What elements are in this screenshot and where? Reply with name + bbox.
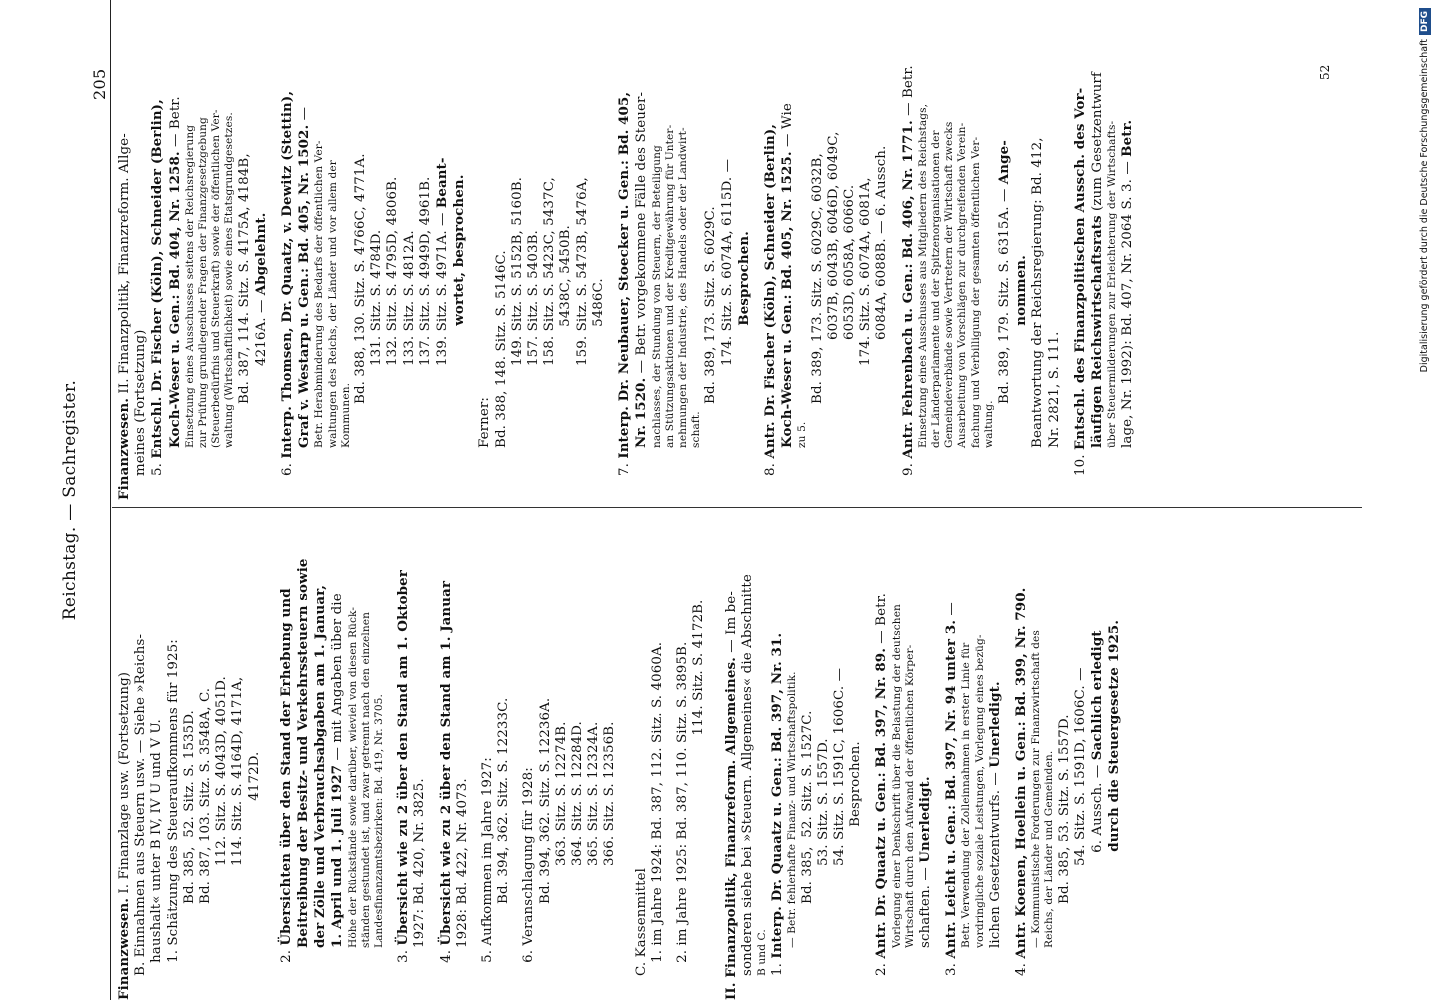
text-line: [873, 520, 890, 1000]
bold-text-run: Interp. Thomsen, Dr. Quaatz, v. Dewitz (Stettin),: [279, 90, 296, 459]
text-run: Bd. 385, 52. Sitz. S. 1527C.: [799, 710, 815, 904]
text-line: [956, 0, 969, 500]
text-line: [826, 0, 842, 500]
text-run: Betr. Herabminderung des Bedarfs der öffentlichen Ver-: [313, 140, 326, 448]
text-line: [943, 0, 956, 500]
text-line: [810, 0, 826, 500]
bold-text-run: Entschl. des Finanzpolitischen Aussch. des Vor-: [1071, 87, 1088, 451]
text-run: 9.: [900, 458, 916, 476]
text-line: [666, 520, 675, 1000]
text-run: 10.: [1072, 450, 1088, 476]
text-run: 1.: [770, 958, 786, 976]
text-line: [1073, 520, 1089, 1000]
text-line: [1106, 0, 1119, 500]
text-line: [1043, 520, 1056, 1000]
text-run: 54. Sitz. S. 1591C, 1606C. —: [831, 667, 847, 866]
text-line: [313, 0, 326, 500]
text-line: [247, 520, 263, 1000]
text-line: [974, 520, 987, 1000]
bold-text-run: der Zölle und Verbrauchsabgaben am 1. Januar,: [312, 584, 329, 948]
text-line: [347, 520, 360, 1000]
bold-text-run: Graf v. Westarp u. Gen.: Bd. 405, Nr. 1502.: [296, 124, 313, 448]
text-line: [1004, 520, 1013, 1000]
text-run: I. Finanzlage usw. (Fortsetzung): [117, 671, 132, 898]
text-line: [800, 520, 816, 1000]
text-run: zu 5.: [796, 421, 809, 448]
text-run: 6.: [280, 458, 296, 476]
text-run: 6037B, 6043B, 6046D, 6049C,: [825, 131, 841, 340]
text-run: Bd. 394, 362. Sitz. S. 12233C.: [496, 697, 512, 904]
bold-text-run: Antr. Leicht u. Gen.: Bd. 397, Nr. 94 unter 3.: [943, 619, 960, 959]
text-line: [512, 520, 521, 1000]
text-line: [602, 520, 618, 1000]
left-column: [116, 520, 1123, 1000]
text-line: [471, 520, 480, 1000]
text-line: [664, 0, 677, 500]
text-line: [510, 0, 526, 500]
text-line: [1013, 0, 1030, 500]
text-run: —: [944, 602, 960, 620]
text-line: [451, 0, 468, 500]
text-run: 139. Sitz. S. 4971A. —: [435, 208, 451, 366]
text-run: 5486C.: [590, 278, 606, 340]
text-line: [373, 520, 386, 1000]
text-run: 4.: [438, 945, 454, 976]
text-run: fachung und Verbilligung der gesamten öffentlichen Ver-: [969, 136, 982, 448]
text-run: Einsetzung eines Ausschusses seitens der Reichsregierung: [183, 124, 196, 448]
text-run: 3.: [944, 958, 960, 976]
text-run: bei »Steuern. Allgemeines« die Abschnitte: [739, 574, 755, 868]
text-line: [690, 0, 703, 500]
text-line: [983, 0, 996, 500]
text-line: [720, 0, 736, 500]
text-run: der Länderparlamente und der Spitzenorganisationen der: [929, 130, 942, 448]
text-run: 365. Sitz. S. 12324A.: [586, 721, 602, 866]
text-line: [575, 0, 591, 500]
column-divider: [112, 507, 1362, 508]
bold-text-run: Unerledigt.: [916, 776, 933, 863]
text-run: C. Kassenmittel: [633, 867, 649, 976]
bold-text-run: Antr. Fehrenbach u. Gen.: Bd. 406, Nr. 1771.: [899, 120, 916, 459]
text-run: Bd. 387, 114. Sitz. S. 4175A, 4184B,: [236, 153, 252, 404]
text-run: — Betr.: [167, 96, 183, 152]
text-run: 158. Sitz. S. 5423C, 5437C,: [542, 177, 558, 366]
bold-text-run: Interp. Dr. Neubauer, Stoecker u. Gen.: Bd. 405,: [616, 91, 633, 459]
text-line: [796, 0, 809, 500]
text-line: [166, 520, 182, 1000]
text-line: [521, 520, 537, 1000]
text-run: Ausarbeitung von Vorschlägen zur durchgreifenden Verein-: [956, 122, 969, 448]
text-line: [438, 520, 455, 1000]
text-line: [418, 0, 434, 500]
text-run: zur Prüfung grundlegender Fragen der Finanzgesetzgebung: [197, 117, 210, 448]
bold-text-run: Übersicht wie zu 2 über den Stand am 1. Januar: [437, 580, 454, 946]
text-line: [708, 520, 723, 1000]
text-run: 4.: [1013, 958, 1029, 976]
text-run: B. Einnahmen aus Steuern usw. — Siehe »Reichs-: [133, 633, 149, 976]
text-line: [494, 0, 510, 500]
text-run: Bd. 389, 173. Sitz. S. 6029C.: [703, 206, 719, 404]
text-line: [691, 520, 707, 1000]
text-run: 6. Aussch. —: [1089, 760, 1105, 866]
text-line: [934, 520, 943, 1000]
bold-text-run: Unerledigt.: [986, 681, 1003, 768]
text-line: [904, 520, 917, 1000]
text-run: nachlasses, der Stundung von Steuern, der Beteiligung: [650, 145, 663, 448]
text-run: Beantwortung der Reichsregierung: Bd. 412,: [1030, 137, 1046, 448]
text-line: [412, 520, 428, 1000]
text-line: [891, 520, 904, 1000]
text-line: [279, 0, 296, 500]
text-run: 5438C, 5450B.: [558, 225, 574, 340]
text-run: Bd. 388, 130. Sitz. S. 4766C, 4771A.: [353, 153, 369, 404]
text-line: [270, 0, 279, 500]
text-line: [468, 0, 477, 500]
text-line: [295, 520, 312, 1000]
text-run: Gemeindeverbände sowie Vertretern der Wirtschaft zwecks: [943, 121, 956, 448]
text-run: 5.: [150, 458, 166, 476]
text-line: [762, 0, 779, 500]
text-line: [296, 0, 313, 500]
text-run: 1. im Jahre 1924: Bd. 387, 112. Sitz. S. 4060A.: [649, 641, 665, 976]
text-line: [149, 520, 165, 1000]
text-run: — Betr. vorgekommene Fälle des Steuer-: [634, 91, 650, 378]
text-run: Reichs, der Länder und Gemeinden.: [1043, 750, 1056, 948]
text-line: [402, 0, 418, 500]
text-run: meines (Fortsetzung): [133, 329, 149, 476]
text-run: Einsetzung eines Ausschusses aus Mitgliedern des Reichstags,: [916, 103, 929, 448]
text-run: 174. Sitz. S. 6074A, 6081A,: [858, 177, 874, 366]
text-line: [832, 520, 848, 1000]
text-run: 131. Sitz. S. 4784D.: [369, 229, 385, 366]
text-run: — Im be-: [723, 591, 739, 658]
text-line: [455, 520, 471, 1000]
text-line: [703, 0, 719, 500]
text-line: [230, 520, 246, 1000]
text-line: [650, 520, 666, 1000]
bold-text-run: Koch-Weser u. Gen.: Bd. 405, Nr. 1525.: [779, 151, 796, 448]
text-run: Bd. 387, 103. Sitz. S. 3548A, C.: [198, 687, 214, 904]
text-run: 5. Aufkommen im Jahre 1927:: [480, 757, 496, 976]
text-run: 8.: [762, 458, 778, 476]
text-line: [917, 0, 930, 500]
text-run: ständen gestundet ist, und zwar getrennt nach den einzelnen: [359, 611, 372, 948]
text-run: Ferner:: [477, 396, 493, 448]
text-run: 2. im Jahre 1925: Bd. 387, 110. Sitz. S. 3895B.: [675, 641, 691, 976]
text-run: Wirtschaft durch den Aufwand der öffentlichen Körper-: [903, 644, 916, 948]
text-run: 114. Sitz. S. 4164D, 4171A,: [230, 676, 246, 866]
text-line: [329, 520, 346, 1000]
text-line: [496, 520, 512, 1000]
text-line: [116, 520, 133, 1000]
text-line: [133, 0, 149, 500]
text-run: 114. Sitz. S. 4172B.: [691, 599, 707, 840]
text-run: 54. Sitz. S. 1591D, 1606C. —: [1072, 667, 1088, 866]
bold-text-run: Antr. Dr. Fischer (Köln), Schneider (Berlin),: [761, 123, 778, 459]
text-run: (zum Gesetzentwurf: [1089, 72, 1105, 216]
text-run: über Steuermilderungen zur Erleichterung der Wirtschafts-: [1106, 120, 1119, 448]
text-line: [1057, 520, 1073, 1000]
text-line: [779, 0, 796, 500]
text-line: [197, 0, 210, 500]
text-line: [1119, 0, 1136, 500]
text-line: [116, 0, 133, 500]
text-run: — Betr.: [874, 593, 890, 649]
text-line: [353, 0, 369, 500]
text-run: Besprochen.: [848, 741, 864, 840]
text-line: [891, 0, 900, 500]
text-line: [1013, 520, 1030, 1000]
text-line: [917, 520, 934, 1000]
text-line: [210, 0, 223, 500]
text-line: [1030, 0, 1046, 500]
text-line: [278, 520, 295, 1000]
text-run: waltungen des Reichs, der Länder und vor allem der: [326, 160, 339, 448]
text-line: [591, 0, 607, 500]
text-run: — Wie: [780, 103, 796, 152]
bold-text-run: Antr. Koenen, Hoellein u. Gen.: Bd. 399, Nr. 790.: [1012, 587, 1029, 959]
text-run: 132. Sitz. S. 4795D, 4806B.: [385, 176, 401, 366]
text-line: [970, 0, 983, 500]
text-line: [570, 520, 586, 1000]
text-line: [633, 0, 650, 500]
text-run: 137. Sitz. S. 4949D, 4961B.: [417, 176, 433, 366]
text-run: B und C.: [755, 929, 768, 976]
text-line: [943, 520, 960, 1000]
text-run: 6. Veranschlagung für 1928:: [521, 767, 537, 976]
text-line: [429, 520, 438, 1000]
text-run: 133. Sitz. S. 4812A.: [401, 230, 417, 366]
bold-text-run: Übersicht wie zu 2 über den Stand am 1. Oktober: [395, 570, 412, 946]
text-line: [619, 520, 634, 1000]
text-run: 2.: [874, 958, 890, 976]
text-line: [327, 0, 340, 500]
text-line: [133, 520, 149, 1000]
text-line: [198, 520, 214, 1000]
text-line: [723, 520, 740, 1000]
text-line: [842, 0, 858, 500]
text-run: 7.: [617, 458, 633, 476]
dfg-logo: DFG: [1419, 8, 1431, 35]
bold-text-run: durch die Steuergesetze 1925.: [1106, 619, 1123, 866]
text-run: 364. Sitz. S. 12284D.: [570, 721, 586, 866]
text-line: [369, 0, 385, 500]
bold-text-run: Beitreibung der Besitz- und Verkehrssteuern sowie: [295, 558, 312, 948]
text-run: 4172D.: [246, 751, 262, 840]
text-run: 363. Sitz. S. 12274B.: [553, 721, 569, 866]
text-line: [736, 0, 753, 500]
text-run: 366. Sitz. S. 12356B.: [602, 721, 618, 866]
text-line: [677, 0, 690, 500]
text-run: Landesfinanzamtsbezirken: Bd. 419, Nr. 3705.: [373, 694, 386, 948]
text-run: Betr. Verwendung der Zolleinnahmen in erster Linie für: [960, 642, 973, 948]
header-rule: [110, 0, 111, 1000]
bold-text-run: Besprochen.: [735, 231, 752, 340]
text-run: 1928: Bd. 422, Nr. 4073.: [454, 778, 470, 948]
text-run: — Kommunistische Forderungen zur Finanzwirtschaft des: [1030, 630, 1043, 948]
text-run: Bd. 385, 53. Sitz. S. 1557D.: [1056, 714, 1072, 904]
text-line: [900, 0, 917, 500]
text-run: (Steuerbedürfnis und Steuerkraft) sowie der öffentlichen Ver-: [210, 109, 223, 448]
page-number: 205: [90, 68, 109, 100]
text-line: [434, 0, 451, 500]
text-run: — Betr.: [900, 65, 916, 121]
text-run: haushalt« unter B IV, IV U und V U.: [149, 719, 165, 976]
text-run: Bd. 385, 52. Sitz. S. 1535D.: [181, 710, 197, 904]
text-run: vordringliche soziale Leistungen, Vorlegung eines bezüg-: [973, 634, 986, 948]
bold-text-run: läufigen Reichswirtschaftsrats: [1088, 215, 1105, 448]
text-line: [756, 520, 769, 1000]
bold-text-run: Antr. Dr. Quaatz u. Gen.: Bd. 397, Nr. 89.: [873, 648, 890, 959]
text-run: 159. Sitz. S. 5473B, 5476A,: [574, 177, 590, 366]
bold-text-run: wortet, besprochen.: [451, 174, 468, 340]
text-run: 174. Sitz. S. 6074A, 6115D. —: [719, 158, 735, 366]
text-run: sonderen siehe: [739, 867, 755, 976]
text-run: — mit Angaben über die: [330, 593, 346, 765]
text-line: [253, 0, 270, 500]
text-line: [340, 0, 353, 500]
text-line: [607, 0, 616, 500]
bold-text-run: Entschl. Dr. Fischer (Köln), Schneider (Berlin),: [149, 99, 166, 459]
text-run: 3.: [396, 945, 412, 976]
text-run: Bd. 388, 148. Sitz. S. 5146C.: [493, 250, 509, 448]
text-run: 4216A. —: [253, 295, 269, 366]
text-run: 6053D, 6058A, 6066C.: [841, 184, 857, 340]
text-line: [1030, 520, 1043, 1000]
text-run: Höhe der Rückstände sowie darüber, wieviel von diesen Rück-: [346, 607, 359, 948]
bold-text-run: nommen.: [1013, 255, 1030, 340]
text-line: [675, 520, 691, 1000]
bold-text-run: Beant-: [434, 157, 451, 209]
text-run: Bd. 394, 362. Sitz. S. 12236A.: [537, 697, 553, 904]
text-line: [477, 0, 493, 500]
text-run: schaft.: [690, 411, 703, 448]
text-run: 1. Schätzung des Steueraufkommens für 1925:: [165, 639, 181, 976]
text-run: Kommunen.: [339, 382, 352, 448]
right-column: [116, 0, 1137, 500]
text-line: [386, 520, 395, 1000]
text-run: 6084A, 6088B. — 6. Aussch.: [874, 145, 890, 340]
text-line: [960, 520, 973, 1000]
text-line: [538, 520, 554, 1000]
text-line: [480, 520, 496, 1000]
text-line: [167, 0, 184, 500]
text-line: [1072, 0, 1089, 500]
text-line: [558, 0, 574, 500]
text-run: lichen Gesetzentwurfs. —: [987, 767, 1003, 948]
bold-text-run: Ange-: [995, 140, 1012, 185]
text-run: waltung (Wirtschaftlichkeit) sowie eines Etatsgrundgesetzes.: [223, 112, 236, 448]
text-line: [930, 0, 943, 500]
text-run: 53. Sitz. S. 1557D.: [815, 738, 831, 866]
text-line: [395, 520, 412, 1000]
text-line: [1047, 0, 1063, 500]
stamp-text: Digitalisierung gefördert durch die Deutsche Forschungsgemeinschaft: [1419, 39, 1430, 373]
text-line: [740, 520, 756, 1000]
footer-page-number: 52: [1318, 64, 1332, 80]
text-line: [987, 520, 1004, 1000]
text-line: [149, 0, 166, 500]
text-run: Vorlegung einer Denkschrift über die Belastung der deutschen: [890, 604, 903, 948]
text-line: [526, 0, 542, 500]
text-line: [753, 0, 762, 500]
text-run: 1927: Bd. 420, Nr. 3825.: [412, 778, 428, 948]
text-line: [223, 0, 236, 500]
text-run: II. Finanzpolitik, Finanzreform. Allge-: [117, 133, 132, 398]
text-run: Bd. 389, 173. Sitz. S. 6029C, 6032B,: [809, 153, 825, 404]
running-head: Reichstag. — Sachregister.: [60, 379, 80, 621]
text-line: [786, 520, 799, 1000]
text-line: [586, 520, 602, 1000]
text-run: —: [297, 106, 313, 125]
text-line: [874, 0, 890, 500]
text-line: [769, 520, 786, 1000]
text-run: schaften. —: [917, 862, 933, 948]
text-line: [1106, 520, 1123, 1000]
text-line: [214, 520, 230, 1000]
text-line: [634, 520, 650, 1000]
text-run: waltung.: [982, 400, 995, 448]
text-line: [651, 0, 664, 500]
text-run: an Stützungsaktionen und der Kreditgewährung für Unter-: [663, 124, 676, 448]
text-line: [1089, 520, 1106, 1000]
bold-text-run: II. Finanzpolitik, Finanzreform. Allgemeines.: [722, 657, 739, 1000]
text-run: — Betr. fehlerhafte Finanz- und Wirtschaftspolitik.: [786, 671, 799, 948]
text-run: 157. Sitz. S. 5403B.: [526, 230, 542, 366]
text-line: [554, 520, 570, 1000]
bold-text-run: Nr. 1520.: [633, 377, 650, 448]
bold-text-run: Interp. Dr. Quaatz u. Gen.: Bd. 397, Nr. 31.: [769, 632, 786, 959]
text-run: 112. Sitz. S. 4043D, 4051D.: [214, 676, 230, 866]
text-line: [1063, 0, 1072, 500]
bold-text-run: Betr.: [1119, 119, 1136, 157]
text-line: [616, 0, 633, 500]
text-line: [1089, 0, 1106, 500]
text-run: Nr. 2821, S. 111.: [1046, 331, 1062, 448]
text-line: [385, 0, 401, 500]
text-line: [182, 520, 198, 1000]
bold-text-run: Übersichten über den Stand der Erhebung und: [277, 588, 294, 946]
text-line: [312, 520, 329, 1000]
bold-text-run: 1. April und 1. Juli 1927: [329, 764, 346, 948]
bold-text-run: Finanzwesen.: [116, 897, 132, 1000]
text-line: [184, 0, 197, 500]
text-line: [858, 0, 874, 500]
bold-text-run: Sachlich erledigt: [1088, 630, 1105, 761]
text-run: 149. Sitz. S. 5152B, 5160B.: [509, 177, 525, 366]
text-line: [864, 520, 873, 1000]
text-line: [360, 520, 373, 1000]
text-line: [996, 0, 1013, 500]
bold-text-run: Finanzwesen.: [116, 397, 132, 500]
text-run: lage, Nr. 1992): Bd. 407, Nr. 2064 S. 3. —: [1120, 156, 1136, 448]
text-run: nehmungen der Industrie, des Handels oder der Landwirt-: [676, 127, 689, 448]
text-line: [263, 520, 278, 1000]
bold-text-run: Abgelehnt.: [252, 212, 269, 296]
text-line: [848, 520, 864, 1000]
text-line: [542, 0, 558, 500]
text-line: [237, 0, 253, 500]
text-line: [816, 520, 832, 1000]
bold-text-run: Koch-Weser u. Gen.: Bd. 404, Nr. 1258.: [166, 151, 183, 448]
text-run: 2.: [278, 945, 294, 976]
text-run: Bd. 389, 179. Sitz. S. 6315A. —: [996, 184, 1012, 404]
digitization-stamp: [1418, 8, 1432, 1002]
